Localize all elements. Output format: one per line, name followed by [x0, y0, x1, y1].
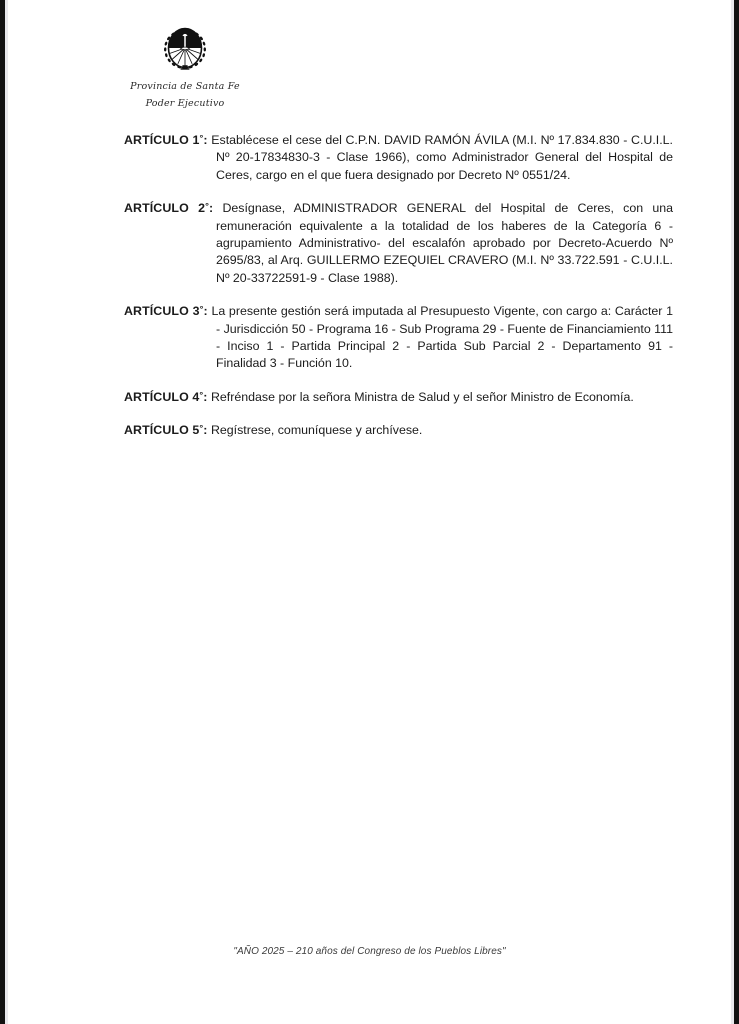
article-2-text: Desígnase, ADMINISTRADOR GENERAL del Hospital de Ceres, con una remuneración equivalente a la totalidad de los haberes de la Categoría 6 -agrupamiento Administrativo- del escalafón aprobado por Decreto-Acuerdo Nº 2695/83, al Arq. GUILLERMO EZEQUIEL CRAVERO (M.I. Nº 33.722.591 - C.U.I.L. Nº 20-33722591-9 - Clase 1988).	[216, 201, 673, 285]
article-5	[124, 422, 673, 439]
article-4	[124, 389, 673, 406]
letterhead-line-branch: Poder Ejecutivo	[145, 98, 225, 109]
article-3	[124, 303, 673, 373]
article-1	[124, 132, 673, 184]
article-4-label: ARTÍCULO 4°:	[124, 389, 208, 404]
document-body	[124, 132, 673, 440]
santa-fe-coat-of-arms-icon	[156, 26, 214, 76]
article-3-label: ARTÍCULO 3°:	[124, 304, 208, 319]
article-2-label: ARTÍCULO 2°:	[124, 201, 214, 216]
letterhead-line-province: Provincia de Santa Fe	[130, 81, 240, 92]
page-scan-edge-right	[734, 0, 739, 1024]
article-5-text: Regístrese, comuníquese y archívese.	[210, 423, 423, 438]
document-page	[8, 0, 731, 1024]
page-scan-edge-left-inner	[5, 0, 8, 1024]
article-1-label: ARTÍCULO 1°:	[124, 133, 208, 147]
article-3-text: La presente gestión será imputada al Presupuesto Vigente, con cargo a: Carácter 1 - Jurisdicción 50 - Programa 16 - Sub Programa 29 - Fuente de Financiamiento 111 - Inciso 1 - Partida Principal 2 - Partida Sub Parcial 2 - Departamento 91 - Finalidad 3 - Función 10.	[211, 304, 674, 371]
article-1-text: Establécese el cese del C.P.N. DAVID RAMÓN ÁVILA (M.I. Nº 17.834.830 - C.U.I.L. Nº 20-17834830-3 - Clase 1966), como Administrador General del Hospital de Ceres, cargo en el que fuera designado por Decreto Nº 0551/24.	[211, 133, 673, 182]
letterhead	[126, 26, 244, 112]
page-footer: "AÑO 2025 – 210 años del Congreso de los Pueblos Libres"	[233, 946, 506, 957]
article-2	[124, 200, 673, 287]
page-scan-edge-left	[0, 0, 5, 1024]
article-4-text: Refréndase por la señora Ministra de Salud y el señor Ministro de Economía.	[210, 389, 634, 404]
article-5-label: ARTÍCULO 5°:	[124, 423, 208, 438]
